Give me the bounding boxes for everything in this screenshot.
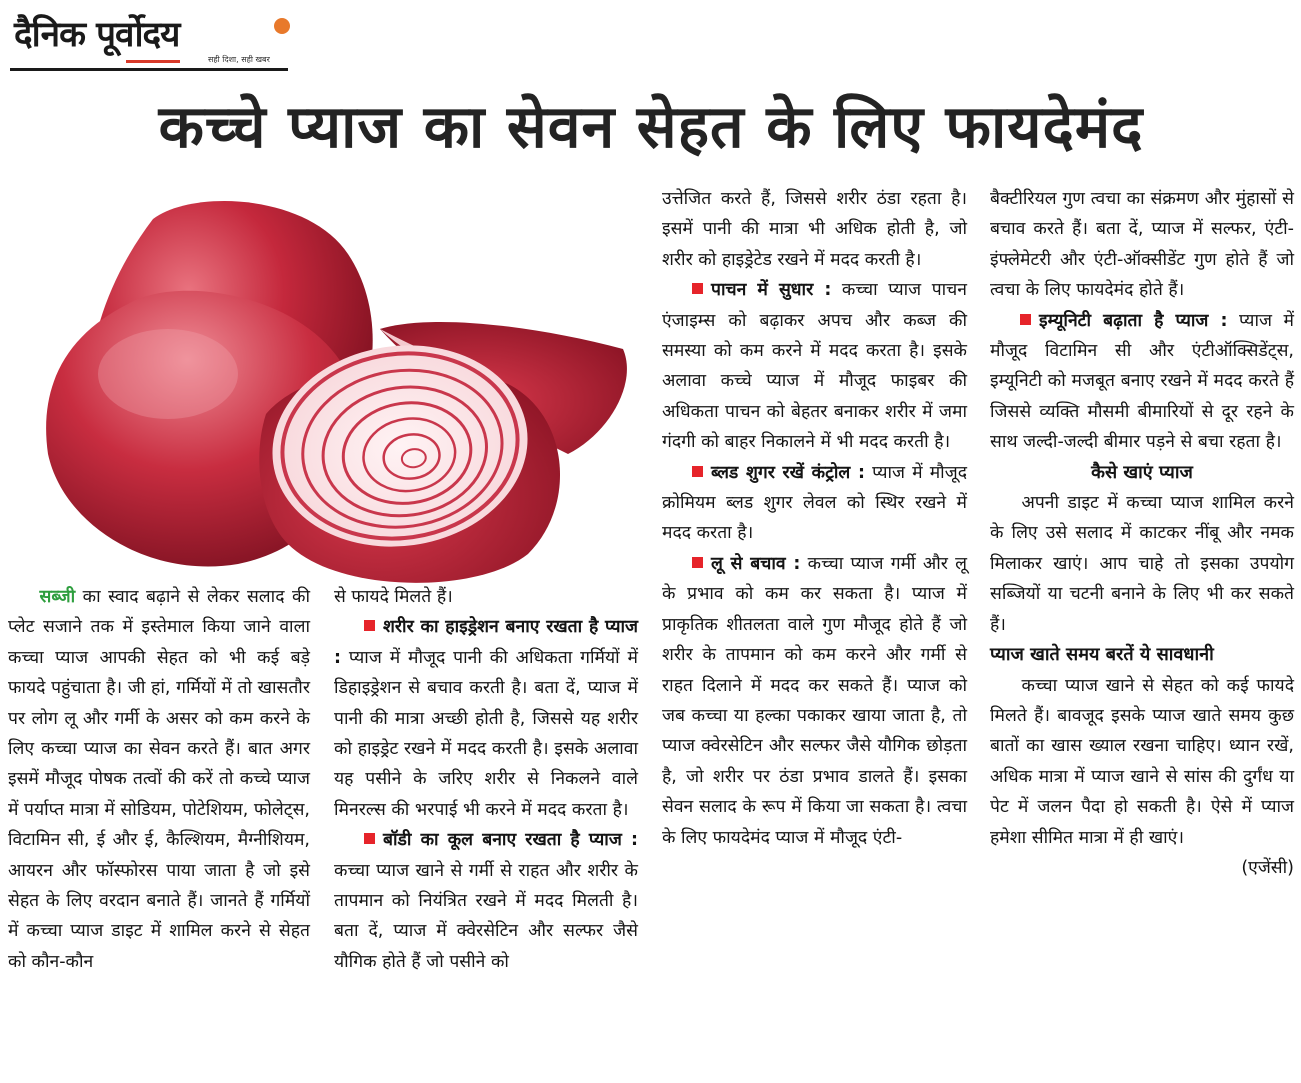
- bullet-square-icon: [1020, 314, 1031, 325]
- masthead-red-accent: [126, 60, 180, 63]
- body-heatstroke-1: कच्चा प्याज गर्मी और लू के प्रभाव को कम कर सकता है। प्याज में प्राकृतिक शीतलता वाले गुण मौजूद होते हैं जो शरीर के तापमान को कम करने और गर्मी से राहत दिलाने में मदद कर सकते हैं। प्याज को जब कच्चा या हल्का पकाकर खाया जाता है, तो प्याज क्वेरसेटिन और सल्फर जैसे यौगिक छोड़ता है, जो शरीर पर ठंडा प्रभाव डालते हैं। इसका सेवन सलाद के रूप में किया जा सकता है। त्वचा के लिए फायदेमंद प्याज में मौजूद एंटी-: [662, 553, 967, 848]
- subhead-immunity: इम्यूनिटी बढ़ाता है प्याज :: [1039, 310, 1228, 331]
- body-immunity: प्याज में मौजूद विटामिन सी और एंटीऑक्सिडेंट्स, इम्यूनिटी को मजबूत बनाए रखने में मदद करते हैं जिससे व्यक्ति मौसमी बीमारियों से दूर रहने के साथ जल्दी-जल्दी बीमार पड़ने से बचा रहता है।: [990, 310, 1294, 453]
- body-hydration: प्याज में मौजूद पानी की अधिकता गर्मियों में डिहाइड्रेशन से बचाव करती है। बता दें, प्याज में पानी की मात्रा अच्छी होती है, जिससे यह शरीर को हाइड्रेट रखने में मदद करती है। इसके अलावा यह पसीने के जरिए शरीर से निकलने वाले मिनरल्स की भरपाई भी करने में मदद करता है।: [334, 647, 638, 820]
- section-cool: [334, 825, 638, 977]
- bullet-square-icon: [692, 283, 703, 294]
- masthead-name: दैनिक पूर्वोदय: [14, 15, 180, 55]
- body-cool-2: उत्तेजित करते हैं, जिससे शरीर ठंडा रहता है। इसमें पानी की मात्रा भी अधिक होती है, जो शरीर को हाइड्रेटेड रखने में मदद करती है।: [662, 189, 967, 270]
- lead-word: सब्जी: [39, 587, 76, 607]
- subhead-caution: प्याज खाते समय बरतें ये सावधानी: [990, 644, 1214, 666]
- section-hydration: [334, 612, 638, 825]
- subhead-digestion: पाचन में सुधार :: [711, 280, 832, 301]
- bullet-square-icon: [364, 620, 375, 631]
- body-heatstroke-2: बैक्टीरियल गुण त्वचा का संक्रमण और मुंहासों से बचाव करते हैं। बता दें, प्याज में सल्फर, एंटी-इंफ्लेमेटरी और एंटी-ऑक्सीडेंट गुण होते हैं जो त्वचा के लिए फायदेमंद होते हैं।: [990, 189, 1294, 301]
- section-immunity: [990, 306, 1294, 458]
- article-column-3: [662, 184, 967, 853]
- subhead-sugar: ब्लड शुगर रखें कंट्रोल :: [711, 462, 865, 483]
- article-column-1: [8, 582, 310, 977]
- bullet-square-icon: [692, 557, 703, 568]
- body-sugar: प्याज में मौजूद क्रोमियम ब्लड शुगर लेवल को स्थिर रखने में मदद करता है।: [662, 462, 967, 544]
- body-digestion: कच्चा प्याज पाचन एंजाइम्स को बढ़ाकर अपच और कब्ज की समस्या को कम करने में मदद करता है। इसके अलावा कच्चे प्याज में मौजूद फाइबर की अधिकता पाचन को बेहतर बनाकर शरीर में जमा गंदगी को बाहर निकालने में भी मदद करती है।: [662, 280, 967, 453]
- body-cool-1: कच्चा प्याज खाने से गर्मी से राहत और शरीर के तापमान को नियंत्रित रखने में मदद मिलती है। बता दें, प्याज में क्वेरसेटिन और सल्फर जैसे यौगिक होते हैं जो पसीने को: [334, 860, 638, 972]
- section-sugar: [662, 458, 967, 549]
- masthead-tagline: सही दिशा, सही खबर: [208, 55, 270, 64]
- onion-photo: [8, 184, 648, 584]
- article-column-4: [990, 184, 1294, 883]
- article-column-2: [334, 582, 638, 977]
- headline: कच्चे प्याज का सेवन सेहत के लिए फायदेमंद: [158, 92, 1144, 161]
- article-intro: [8, 582, 310, 977]
- bullet-square-icon: [692, 466, 703, 477]
- intro-continued: से फायदे मिलते हैं।: [334, 587, 453, 607]
- subhead-how-to-eat: कैसे खाएं प्याज: [1091, 461, 1193, 483]
- subhead-cool: बॉडी का कूल बनाए रखता है प्याज :: [383, 830, 638, 851]
- section-digestion: [662, 275, 967, 457]
- body-caution: कच्चा प्याज खाने से सेहत को कई फायदे मिलते हैं। बावजूद इसके प्याज खाते समय कुछ बातों का खास ख्याल रखना चाहिए। ध्यान रखें, अधिक मात्रा में प्याज खाने से सांस की दुर्गंध या पेट में जलन पैदा हो सकती है। ऐसे में प्याज हमेशा सीमित मात्रा में ही खाएं।: [990, 675, 1294, 848]
- bullet-square-icon: [364, 833, 375, 844]
- subhead-hydration: शरीर का हाइड्रेशन बनाए रखता है प्याज :: [334, 617, 638, 668]
- masthead-rule: [10, 68, 288, 71]
- subhead-heatstroke: लू से बचाव :: [711, 553, 801, 574]
- intro-text-1: का स्वाद बढ़ाने से लेकर सलाद की प्लेट सजाने तक में इस्तेमाल किया जाने वाला कच्चा प्याज आपकी सेहत को भी कई बड़े फायदे पहुंचाता है। जी हां, गर्मियों में तो खासतौर पर लोग लू और गर्मी के असर को कम करने के लिए कच्चा प्याज का सेवन करते हैं। बात अगर इसमें मौजूद पोषक तत्वों की करें तो कच्चे प्याज में पर्याप्त मात्रा में सोडियम, पोटेशियम, फोलेट्स, विटामिन सी, ई और ई, कैल्शियम, मैग्नीशियम, आयरन और फॉस्फोरस पाया जाता है जो इसे सेहत के लिए वरदान बनाते हैं। जानते हैं गर्मियों में कच्चा प्याज डाइट में शामिल करने से सेहत को कौन-कौन: [8, 587, 310, 972]
- body-how-to-eat: अपनी डाइट में कच्चा प्याज शामिल करने के लिए उसे सलाद में काटकर नींबू और नमक मिलाकर खाएं। आप चाहे तो इसका उपयोग सब्जियों या चटनी बनाने के लिए भी कर सकते हैं।: [990, 493, 1294, 635]
- agency-credit: (एजेंसी): [1241, 857, 1294, 878]
- masthead-logo-dot: [274, 18, 290, 34]
- section-heatstroke: [662, 549, 967, 853]
- masthead: [10, 8, 290, 74]
